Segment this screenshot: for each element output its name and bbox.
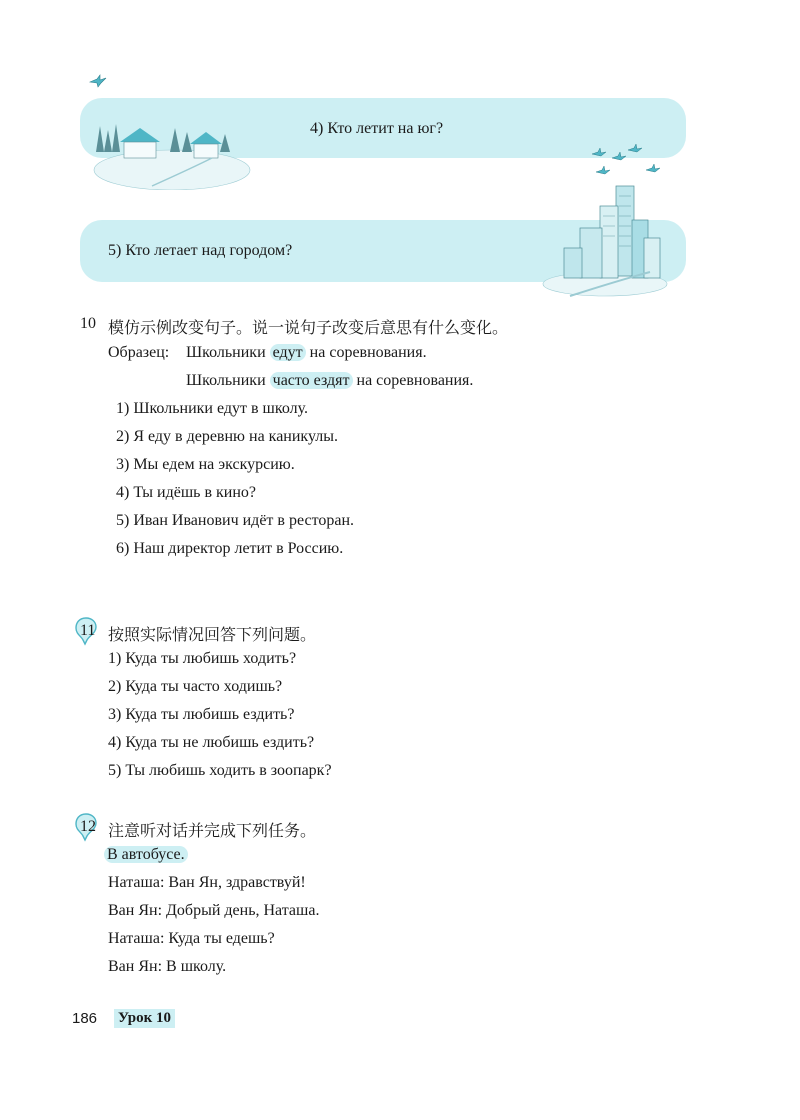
list-item: 3) Куда ты любишь ездить?	[108, 706, 295, 723]
exercise-11-number: 11	[80, 622, 96, 639]
list-item: 3) Мы едем на экскурсию.	[116, 456, 295, 473]
list-item: 1) Куда ты любишь ходить?	[108, 650, 297, 667]
list-item: 5) Иван Иванович идёт в ресторан.	[116, 512, 355, 529]
question-5: 5) Кто летает над городом?	[108, 242, 293, 259]
list-item: 2) Куда ты часто ходишь?	[108, 678, 283, 695]
speaker: Наташа:	[108, 874, 165, 891]
exercise-12-instruction: 注意听对话并完成下列任务。	[108, 821, 317, 840]
list-item: 1) Школьники едут в школу.	[116, 400, 308, 417]
speaker: Ван Ян:	[108, 958, 163, 975]
utterance: Добрый день, Наташа.	[166, 902, 320, 919]
dialogue-line	[108, 902, 319, 920]
sample-sentence-2	[186, 372, 473, 390]
exercise-12-number: 12	[80, 818, 96, 835]
sample-1-highlight: едут	[270, 344, 306, 361]
sample-2-end: на соревнования.	[352, 372, 474, 389]
list-item: 6) Наш директор летит в Россию.	[116, 540, 344, 557]
list-item: 4) Ты идёшь в кино?	[116, 484, 257, 501]
dialogue-heading-text: В автобусе.	[104, 846, 188, 863]
city-illustration	[540, 180, 670, 298]
birds-icon	[588, 144, 668, 184]
sample-2-highlight: часто ездят	[270, 372, 353, 389]
question-4: 4) Кто летит на юг?	[310, 120, 444, 137]
exercise-10-number: 10	[80, 315, 96, 332]
sample-label: Образец:	[108, 344, 170, 361]
list-item: 4) Куда ты не любишь ездить?	[108, 734, 315, 751]
dialogue-heading	[104, 846, 188, 864]
dialogue-line	[108, 930, 275, 948]
speaker: Ван Ян:	[108, 902, 163, 919]
sample-1-start: Школьники	[186, 344, 270, 361]
dialogue-line	[108, 958, 226, 976]
lesson-label: Урок 10	[114, 1009, 175, 1028]
bird-icon	[88, 74, 108, 90]
utterance: Ван Ян, здравствуй!	[168, 874, 306, 891]
village-illustration	[92, 108, 252, 190]
exercise-10-instruction: 模仿示例改变句子。说一说句子改变后意思有什么变化。	[108, 318, 509, 337]
dialogue-line	[108, 874, 306, 892]
list-item: 2) Я еду в деревню на каникулы.	[116, 428, 338, 445]
sample-1-end: на соревнования.	[305, 344, 427, 361]
page-number: 186	[72, 1010, 98, 1027]
exercise-11-instruction: 按照实际情况回答下列问题。	[108, 625, 317, 644]
list-item: 5) Ты любишь ходить в зоопарк?	[108, 762, 332, 779]
sample-2-start: Школьники	[186, 372, 270, 389]
speaker: Наташа:	[108, 930, 165, 947]
utterance: Куда ты едешь?	[168, 930, 275, 947]
sample-sentence-1	[186, 344, 427, 362]
utterance: В школу.	[166, 958, 227, 975]
